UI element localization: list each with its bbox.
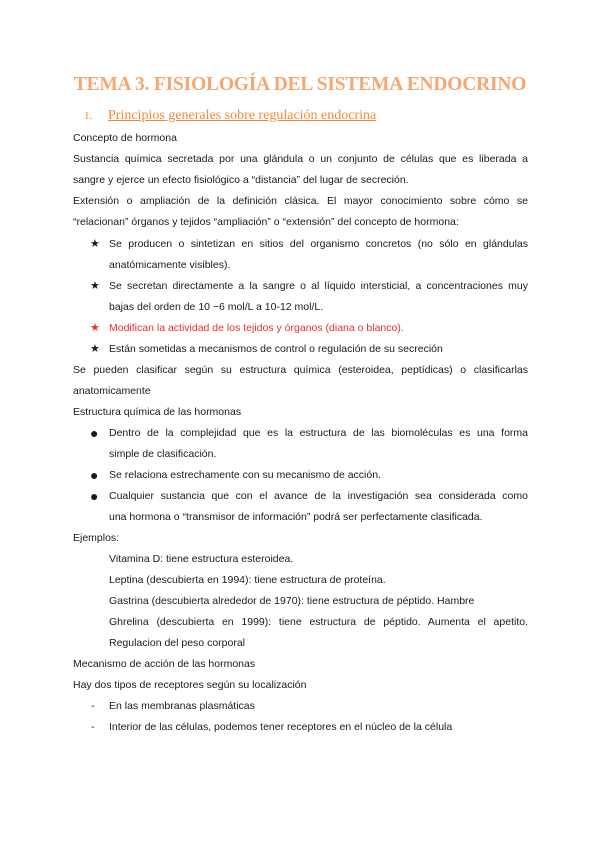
bullet-line: bajas del orden de 10 −6 mol/L a 10-12 mol/L. <box>109 301 324 313</box>
paragraph-line: Hay dos tipos de receptores según su localización <box>73 679 307 691</box>
bullet-line: simple de clasificación. <box>109 448 217 460</box>
bullet-line: En las membranas plasmáticas <box>109 700 255 712</box>
concepto-heading: Concepto de hormona <box>73 132 177 144</box>
dot-bullet-icon: ● <box>90 488 99 504</box>
section-heading <box>84 108 376 124</box>
paragraph-line: Se pueden clasificar según su estructura química (esteroidea, peptídicas) o clasificarlas <box>73 364 528 376</box>
estructura-heading: Estructura química de las hormonas <box>73 406 242 418</box>
bullet-line: Se producen o sintetizan en sitios del organismo concretos (no sólo en glándulas <box>109 238 528 250</box>
star-bullet-icon: ★ <box>90 343 100 355</box>
example-line: Gastrina (descubierta alrededor de 1970): tiene estructura de péptido. Hambre <box>109 595 475 607</box>
example-line: Leptina (descubierta en 1994): tiene estructura de proteína. <box>109 574 386 586</box>
example-line: Ghrelina (descubierta en 1999): tiene estructura de péptido. Aumenta el apetito. <box>109 616 528 628</box>
dot-bullet-icon: ● <box>90 467 99 483</box>
bullet-line: una hormona o “transmisor de información” podrá ser perfectamente clasificada. <box>109 511 483 523</box>
paragraph-line: anatomicamente <box>73 385 151 397</box>
star-bullet-icon: ★ <box>90 322 100 334</box>
dash-bullet-icon: - <box>91 721 95 733</box>
dash-bullet-icon: - <box>91 700 95 712</box>
document-title: TEMA 3. FISIOLOGÍA DEL SISTEMA ENDOCRINO <box>73 74 527 95</box>
paragraph-line: “relacionan” órganos y tejidos “ampliación” o “extensión” del concepto de hormona: <box>73 216 459 228</box>
paragraph-line: Sustancia química secretada por una glándula o un conjunto de células que es liberada a <box>73 153 528 165</box>
highlighted-bullet-line: Modifican la actividad de los tejidos y órganos (diana o blanco). <box>109 322 404 334</box>
section-title: Principios generales sobre regulación endocrina <box>108 108 377 123</box>
example-line: Vitamina D: tiene estructura esteroidea. <box>109 553 294 565</box>
paragraph-line: sangre y ejerce un efecto fisiológico a “distancia” del lugar de secreción. <box>73 174 409 186</box>
bullet-line: Dentro de la complejidad que es la estructura de las biomoléculas es una forma <box>109 427 528 439</box>
star-bullet-icon: ★ <box>90 238 100 250</box>
bullet-line: Se secretan directamente a la sangre o al líquido intersticial, a concentraciones muy <box>109 280 528 292</box>
bullet-line: Interior de las células, podemos tener receptores en el núcleo de la célula <box>109 721 453 733</box>
bullet-line: Cualquier sustancia que con el avance de la investigación sea considerada como <box>109 490 528 502</box>
bullet-line: Están sometidas a mecanismos de control o regulación de su secreción <box>109 343 443 355</box>
section-number: 1. <box>84 110 93 122</box>
dot-bullet-icon: ● <box>90 425 99 441</box>
paragraph-line: Extensión o ampliación de la definición clásica. El mayor conocimiento sobre cómo se <box>73 195 528 207</box>
example-line: Regulacion del peso corporal <box>109 637 246 649</box>
bullet-line: anatómicamente visibles). <box>109 259 231 271</box>
mecanismo-heading: Mecanismo de acción de las hormonas <box>73 658 256 670</box>
star-bullet-icon: ★ <box>90 280 100 292</box>
ejemplos-heading: Ejemplos: <box>73 532 120 544</box>
bullet-line: Se relaciona estrechamente con su mecanismo de acción. <box>109 469 381 481</box>
